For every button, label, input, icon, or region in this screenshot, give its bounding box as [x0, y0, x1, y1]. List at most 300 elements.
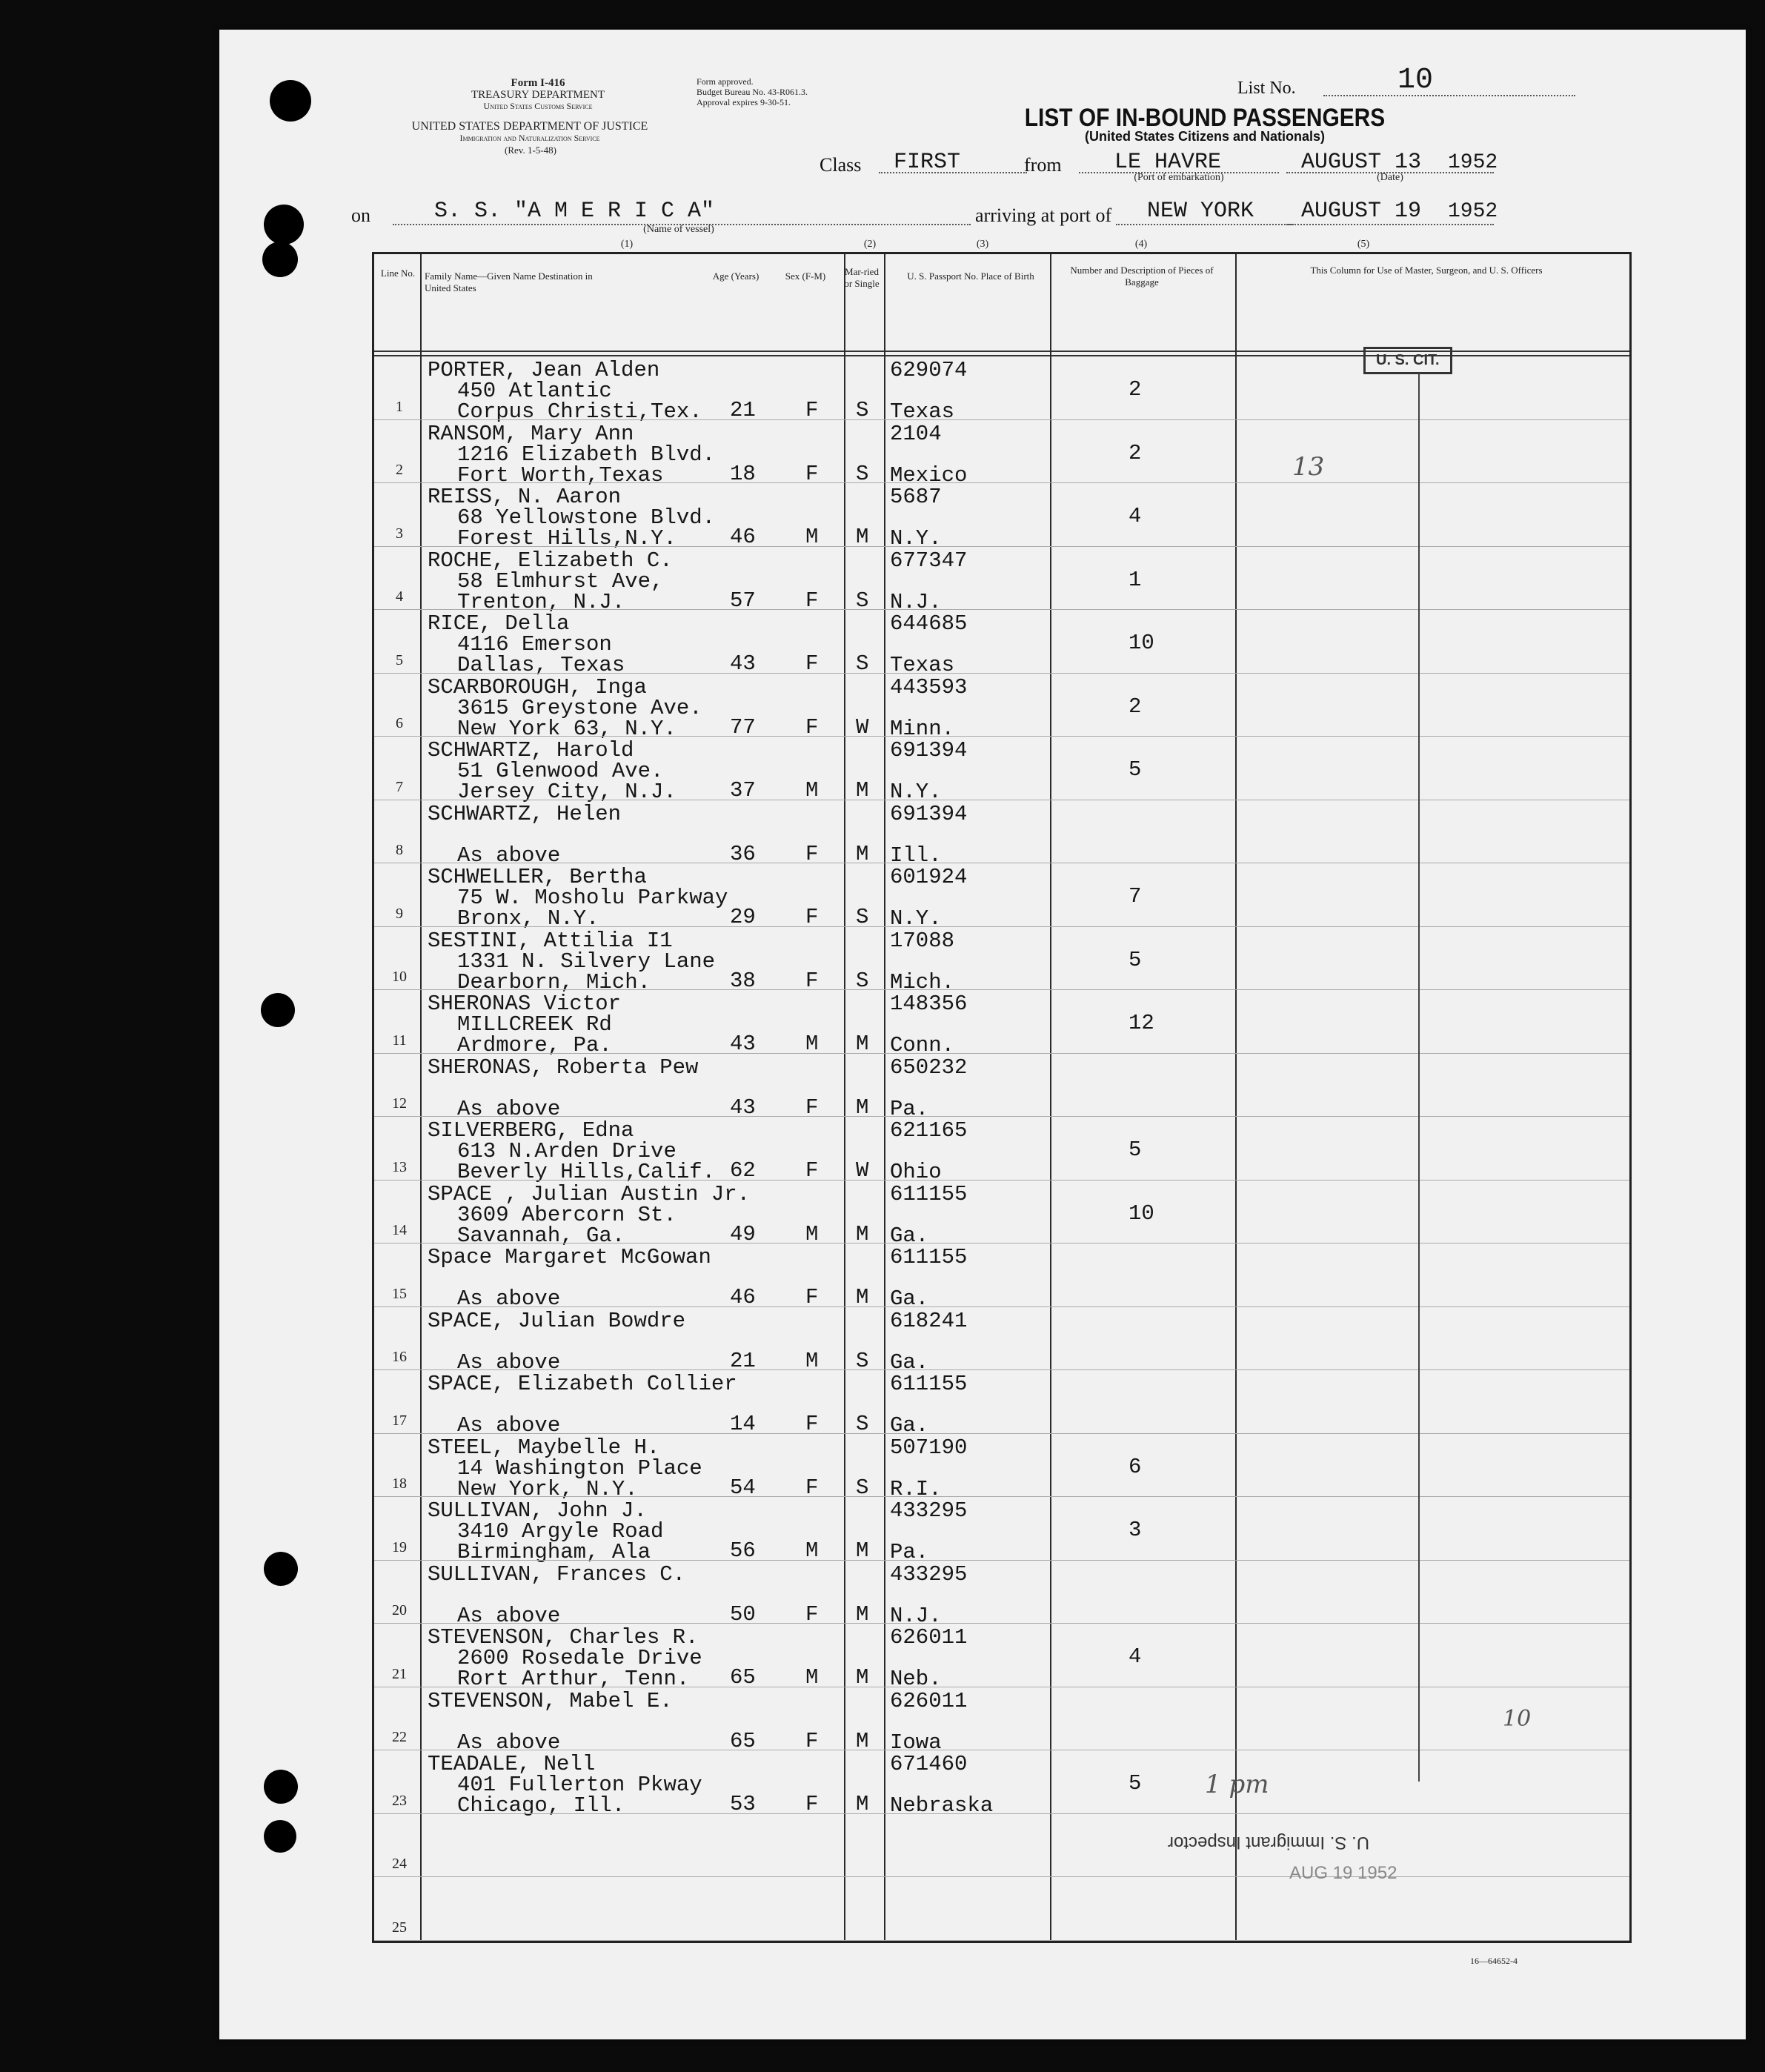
marital-status: M	[856, 1601, 869, 1627]
table-row	[374, 420, 1629, 488]
passenger-name: SCHWARTZ, Harold	[428, 738, 634, 763]
place-of-birth: Conn.	[890, 1033, 955, 1057]
address-line: MILLCREEK Rd	[457, 1012, 612, 1037]
passport-number: 2104	[890, 421, 942, 446]
baggage-count: 10	[1129, 1201, 1154, 1226]
passenger-name: SHERONAS, Roberta Pew	[428, 1055, 699, 1080]
manifest-page	[219, 30, 1746, 2039]
sex: F	[805, 651, 819, 676]
address-city: Fort Worth,Texas	[457, 462, 664, 488]
inspector-stamp-line: U. S. Immigrant Inspector	[1168, 1833, 1370, 1853]
embarkation-date: AUGUST 13	[1301, 150, 1422, 175]
age: 21	[730, 398, 756, 422]
line-number: 13	[392, 1158, 407, 1175]
address-city: Birmingham, Ala	[457, 1540, 651, 1564]
marital-status: M	[856, 1032, 869, 1056]
address-line: 51 Glenwood Ave.	[457, 759, 664, 783]
table-row	[374, 1307, 1629, 1375]
marital-status: M	[856, 841, 869, 866]
embarkation-year: 1952	[1448, 151, 1498, 174]
baggage-count: 5	[1129, 1138, 1142, 1162]
address-line: 613 N.Arden Drive	[457, 1139, 677, 1163]
col-header-passport: U. S. Passport No. Place of Birth	[907, 270, 1034, 282]
age: 57	[730, 588, 756, 613]
marital-status: S	[856, 1348, 869, 1373]
marital-status: M	[856, 1665, 869, 1690]
place-of-birth: Pa.	[890, 1096, 929, 1121]
address-line: 4116 Emerson	[457, 632, 612, 657]
place-of-birth: Iowa	[890, 1730, 942, 1755]
address-line: 1331 N. Silvery Lane	[457, 949, 716, 974]
baggage-count: 2	[1129, 377, 1142, 402]
sex: F	[805, 1285, 819, 1309]
sex: M	[805, 1348, 819, 1373]
line-number: 10	[392, 969, 407, 985]
sex: M	[805, 1538, 819, 1563]
us-citizen-stamp: U. S. CIT.	[1363, 347, 1452, 374]
place-of-birth: N.Y.	[890, 526, 942, 551]
table-row	[374, 737, 1629, 804]
age: 29	[730, 905, 756, 929]
passport-number: 626011	[890, 1625, 968, 1650]
marital-status: M	[856, 1095, 869, 1120]
table-row	[374, 927, 1629, 995]
margin-note: 10	[1503, 1706, 1532, 1732]
table-row	[374, 863, 1629, 931]
marital-status: M	[856, 1728, 869, 1753]
address-line: 68 Yellowstone Blvd.	[457, 505, 716, 530]
officer-note: 13	[1292, 452, 1325, 482]
baggage-count: 5	[1129, 757, 1142, 782]
arrival-year: 1952	[1448, 200, 1498, 223]
passport-number: 433295	[890, 1498, 968, 1523]
col-header-sex: Sex (F-M)	[785, 270, 826, 282]
address-line: 3609 Abercorn St.	[457, 1202, 677, 1227]
line-number: 5	[396, 651, 403, 668]
sex: F	[805, 461, 819, 486]
table-row	[374, 1370, 1629, 1438]
approval-line-2: Budget Bureau No. 43-R061.3.	[697, 87, 808, 97]
sex: F	[805, 1158, 819, 1183]
arrival-date: AUGUST 19	[1301, 199, 1422, 224]
line-number: 19	[392, 1538, 407, 1555]
baggage-count: 7	[1129, 884, 1142, 909]
line-number: 6	[396, 715, 403, 731]
punch-hole	[264, 1552, 298, 1586]
address-city: Dallas, Texas	[457, 653, 625, 677]
age: 43	[730, 651, 756, 676]
sex: F	[805, 1601, 819, 1627]
marital-status: S	[856, 651, 869, 676]
line-number: 3	[396, 525, 403, 542]
address-city: Corpus Christi,Tex.	[457, 399, 702, 424]
line-number: 12	[392, 1095, 407, 1112]
passport-number: 507190	[890, 1435, 968, 1460]
age: 43	[730, 1032, 756, 1056]
age: 49	[730, 1221, 756, 1246]
address-city: New York, N.Y.	[457, 1476, 638, 1501]
dept-justice: UNITED STATES DEPARTMENT OF JUSTICE	[411, 120, 648, 133]
vessel-name: S. S. "A M E R I C A"	[434, 199, 715, 224]
table-row	[374, 1117, 1629, 1184]
table-row	[374, 1877, 1629, 1941]
address-city: As above	[457, 1096, 561, 1121]
address-city: As above	[457, 1730, 561, 1755]
table-row	[374, 1054, 1629, 1121]
passport-number: 611155	[890, 1372, 968, 1396]
marital-status: S	[856, 588, 869, 613]
passport-number: 691394	[890, 738, 968, 763]
table-row	[374, 1750, 1629, 1818]
place-of-birth: Nebraska	[890, 1793, 994, 1818]
address-city: As above	[457, 1603, 561, 1628]
age: 53	[730, 1792, 756, 1816]
officer-column-line	[1418, 373, 1420, 1782]
table-row	[374, 1181, 1629, 1248]
line-number: 22	[392, 1729, 407, 1745]
table-row	[374, 800, 1629, 868]
passport-number: 443593	[890, 674, 968, 700]
address-city: Jersey City, N.J.	[457, 780, 677, 804]
address-city: Trenton, N.J.	[457, 589, 625, 614]
col-header-name: Family Name—Given Name Destination in United States	[425, 270, 593, 293]
address-city: As above	[457, 1349, 561, 1375]
address-city: Ardmore, Pa.	[457, 1033, 612, 1057]
age: 56	[730, 1538, 756, 1563]
passport-number: 618241	[890, 1308, 968, 1333]
place-of-birth: Ga.	[890, 1349, 929, 1375]
baggage-count: 4	[1129, 504, 1142, 528]
line-number: 16	[392, 1349, 407, 1365]
place-of-birth: N.Y.	[890, 780, 942, 804]
address-city: Beverly Hills,Calif.	[457, 1160, 716, 1184]
passenger-name: SULLIVAN, John J.	[428, 1498, 647, 1523]
table-row	[374, 674, 1629, 741]
col-number-5: (5)	[1357, 239, 1370, 250]
sex: F	[805, 714, 819, 740]
place-of-birth: Neb.	[890, 1667, 942, 1691]
marital-status: S	[856, 1412, 869, 1436]
passport-number: 433295	[890, 1561, 968, 1587]
passenger-name: SILVERBERG, Edna	[428, 1118, 634, 1143]
table-row	[374, 1243, 1629, 1311]
passenger-name: ROCHE, Elizabeth C.	[428, 548, 673, 573]
col-header-line: Line No.	[380, 268, 416, 279]
table-row	[374, 1497, 1629, 1564]
line-number: 15	[392, 1285, 407, 1302]
line-number: 11	[392, 1032, 407, 1049]
marital-status: S	[856, 905, 869, 929]
passport-number: 626011	[890, 1688, 968, 1713]
address-line: 3615 Greystone Ave.	[457, 695, 702, 720]
age: 54	[730, 1475, 756, 1500]
marital-status: S	[856, 398, 869, 422]
passenger-name: STEEL, Maybelle H.	[428, 1435, 660, 1460]
passport-number: 644685	[890, 611, 968, 636]
passport-number: 691394	[890, 801, 968, 826]
passenger-name: SCARBOROUGH, Inga	[428, 674, 647, 700]
passenger-name: SCHWELLER, Bertha	[428, 865, 647, 889]
arriving-label: arriving at port of	[975, 205, 1112, 226]
line-number: 1	[396, 398, 403, 415]
address-city: As above	[457, 843, 561, 868]
approval-line-1: Form approved.	[697, 76, 754, 87]
vessel-caption: (Name of vessel)	[643, 224, 714, 235]
marital-status: S	[856, 968, 869, 993]
page-subtitle: (United States Citizens and Nationals)	[1084, 129, 1326, 144]
place-of-birth: Ga.	[890, 1223, 929, 1248]
address-city: Savannah, Ga.	[457, 1223, 625, 1248]
table-row	[374, 1687, 1629, 1755]
port-embark-caption: (Port of embarkation)	[1134, 172, 1224, 183]
sex: M	[805, 1032, 819, 1056]
age: 62	[730, 1158, 756, 1183]
age: 37	[730, 778, 756, 803]
baggage-count: 1	[1129, 567, 1142, 592]
marital-status: M	[856, 1538, 869, 1563]
line-number: 8	[396, 842, 403, 858]
address-line: 58 Elmhurst Ave,	[457, 568, 664, 594]
col-number-3: (3)	[976, 239, 989, 250]
passport-number: 629074	[890, 358, 968, 382]
passenger-name: RICE, Della	[428, 611, 570, 636]
passport-number: 5687	[890, 485, 942, 509]
table-row	[374, 1561, 1629, 1628]
address-city: Rort Arthur, Tenn.	[457, 1667, 690, 1691]
age: 46	[730, 1285, 756, 1309]
table-row	[374, 483, 1629, 551]
place-of-birth: Pa.	[890, 1540, 929, 1564]
date-caption: (Date)	[1377, 172, 1403, 183]
approval-line-3: Approval expires 9-30-51.	[697, 97, 791, 107]
line-number: 9	[396, 905, 403, 922]
passenger-name: SHERONAS Victor	[428, 992, 622, 1016]
dept-treasury: TREASURY DEPARTMENT	[471, 89, 605, 101]
passenger-table	[372, 252, 1632, 1943]
passenger-name: RANSOM, Mary Ann	[428, 421, 634, 446]
dept-customs: United States Customs Service	[483, 101, 593, 111]
sex: F	[805, 1412, 819, 1436]
col-header-age: Age (Years)	[712, 270, 759, 282]
table-row	[374, 610, 1629, 677]
marital-status: W	[856, 714, 869, 740]
punch-hole	[262, 242, 298, 277]
revision: (Rev. 1-5-48)	[505, 145, 556, 156]
marital-status: M	[856, 778, 869, 803]
punch-hole	[264, 205, 304, 245]
place-of-birth: Ga.	[890, 1413, 929, 1438]
sex: M	[805, 1221, 819, 1246]
inspector-stamp-date: AUG 19 1952	[1289, 1863, 1397, 1883]
class-label: Class	[820, 154, 862, 176]
age: 50	[730, 1601, 756, 1627]
place-of-birth: Ill.	[890, 843, 942, 868]
line-number: 7	[396, 778, 403, 795]
age: 43	[730, 1095, 756, 1120]
passport-number: 677347	[890, 548, 968, 573]
sex: F	[805, 968, 819, 993]
marital-status: S	[856, 461, 869, 486]
sex: F	[805, 905, 819, 929]
table-row	[374, 1624, 1629, 1691]
place-of-birth: Mich.	[890, 969, 955, 995]
address-line: 401 Fullerton Pkway	[457, 1773, 702, 1797]
marital-status: M	[856, 525, 869, 549]
page-title: LIST OF IN-BOUND PASSENGERS	[1024, 104, 1386, 132]
age: 65	[730, 1728, 756, 1753]
sex: F	[805, 588, 819, 613]
line-number: 17	[392, 1412, 407, 1429]
sex: F	[805, 1475, 819, 1500]
class-value: FIRST	[894, 150, 961, 175]
punch-hole	[264, 1770, 298, 1804]
address-city: New York 63, N.Y.	[457, 716, 677, 741]
place-of-birth: Mexico	[890, 462, 968, 488]
passport-number: 650232	[890, 1055, 968, 1080]
passport-number: 17088	[890, 928, 955, 953]
marital-status: M	[856, 1792, 869, 1816]
col-number-4: (4)	[1134, 239, 1148, 250]
place-of-birth: N.Y.	[890, 906, 942, 931]
age: 18	[730, 461, 756, 486]
address-city: Forest Hills,N.Y.	[457, 526, 677, 551]
place-of-birth: Texas	[890, 653, 955, 677]
baggage-count: 5	[1129, 947, 1142, 972]
sex: F	[805, 1095, 819, 1120]
col-header-married: Mar-ried or Single	[844, 266, 880, 289]
passenger-name: SPACE , Julian Austin Jr.	[428, 1181, 751, 1206]
passport-number: 611155	[890, 1181, 968, 1206]
line-number: 2	[396, 462, 403, 478]
passenger-name: SCHWARTZ, Helen	[428, 801, 622, 826]
place-of-birth: N.J.	[890, 1603, 942, 1628]
line-number: 21	[392, 1665, 407, 1682]
address-city: Chicago, Ill.	[457, 1793, 625, 1818]
on-label: on	[351, 205, 370, 226]
age: 21	[730, 1348, 756, 1373]
footer-code: 16—64652-4	[1470, 1956, 1518, 1966]
list-label: List No.	[1237, 79, 1296, 98]
baggage-count: 3	[1129, 1518, 1142, 1542]
table-row	[374, 990, 1629, 1057]
sex: F	[805, 1728, 819, 1753]
passenger-name: STEVENSON, Mabel E.	[428, 1688, 673, 1713]
form-number: Form I-416	[511, 77, 565, 89]
line-number: 4	[396, 588, 403, 605]
age: 46	[730, 525, 756, 549]
marital-status: M	[856, 1221, 869, 1246]
table-row	[374, 1814, 1629, 1878]
line-number: 18	[392, 1475, 407, 1492]
age: 14	[730, 1412, 756, 1436]
address-line: 75 W. Mosholu Parkway	[457, 886, 728, 910]
passenger-name: PORTER, Jean Alden	[428, 358, 660, 382]
passport-number: 601924	[890, 865, 968, 889]
marital-status: M	[856, 1285, 869, 1309]
address-city: As above	[457, 1413, 561, 1438]
baggage-count: 5	[1129, 1771, 1142, 1796]
line-number: 23	[392, 1792, 407, 1809]
count-note: 1 pm	[1205, 1770, 1269, 1799]
baggage-count: 6	[1129, 1454, 1142, 1479]
sex: M	[805, 525, 819, 549]
place-of-birth: Texas	[890, 399, 955, 424]
arrival-port: NEW YORK	[1147, 199, 1254, 224]
passenger-name: SPACE, Julian Bowdre	[428, 1308, 686, 1333]
age: 77	[730, 714, 756, 740]
passport-number: 621165	[890, 1118, 968, 1143]
address-city: Bronx, N.Y.	[457, 906, 599, 931]
passenger-name: REISS, N. Aaron	[428, 485, 622, 509]
punch-hole	[261, 993, 295, 1027]
place-of-birth: Ohio	[890, 1160, 942, 1184]
list-number: 10	[1397, 64, 1434, 97]
baggage-count: 4	[1129, 1644, 1142, 1669]
address-line: 3410 Argyle Road	[457, 1519, 664, 1544]
sex: F	[805, 398, 819, 422]
address-city: Dearborn, Mich.	[457, 969, 651, 995]
passenger-name: SESTINI, Attilia I1	[428, 928, 673, 953]
age: 36	[730, 841, 756, 866]
baggage-count: 2	[1129, 440, 1142, 465]
passport-number: 671460	[890, 1752, 968, 1776]
address-city: As above	[457, 1286, 561, 1311]
baggage-count: 10	[1129, 631, 1154, 655]
passenger-name: SPACE, Elizabeth Collier	[428, 1372, 737, 1396]
sex: F	[805, 841, 819, 866]
passenger-name: TEADALE, Nell	[428, 1752, 596, 1776]
marital-status: S	[856, 1475, 869, 1500]
place-of-birth: Minn.	[890, 716, 955, 741]
age: 38	[730, 968, 756, 993]
baggage-count: 12	[1129, 1011, 1154, 1035]
col-number-1: (1)	[620, 239, 634, 250]
passport-number: 148356	[890, 992, 968, 1016]
punch-hole	[264, 1820, 296, 1853]
line-number: 25	[392, 1919, 407, 1936]
passenger-name: SULLIVAN, Frances C.	[428, 1561, 686, 1587]
dept-ins: Immigration and Naturalization Service	[459, 133, 600, 143]
passenger-name: STEVENSON, Charles R.	[428, 1625, 699, 1650]
sex: M	[805, 778, 819, 803]
place-of-birth: N.J.	[890, 589, 942, 614]
age: 65	[730, 1665, 756, 1690]
col-header-baggage: Number and Description of Pieces of Baggage	[1070, 265, 1214, 288]
col-number-2: (2)	[863, 239, 877, 250]
marital-status: W	[856, 1158, 869, 1183]
address-line: 1216 Elizabeth Blvd.	[457, 442, 716, 467]
sex: F	[805, 1792, 819, 1816]
table-row	[374, 1434, 1629, 1501]
line-number: 24	[392, 1856, 407, 1872]
from-label: from	[1024, 154, 1062, 176]
place-of-birth: R.I.	[890, 1476, 942, 1501]
sex: M	[805, 1665, 819, 1690]
line-number: 14	[392, 1222, 407, 1238]
punch-hole	[270, 80, 311, 122]
passport-number: 611155	[890, 1245, 968, 1269]
port-of-embarkation: LE HAVRE	[1114, 150, 1222, 175]
passenger-name: Space Margaret McGowan	[428, 1245, 711, 1269]
table-row	[374, 547, 1629, 614]
col-header-officers: This Column for Use of Master, Surgeon, and U. S. Officers	[1310, 265, 1543, 276]
address-line: 14 Washington Place	[457, 1455, 702, 1481]
address-line: 450 Atlantic	[457, 379, 612, 403]
line-number: 20	[392, 1602, 407, 1618]
place-of-birth: Ga.	[890, 1286, 929, 1311]
address-line: 2600 Rosedale Drive	[457, 1646, 702, 1670]
baggage-count: 2	[1129, 694, 1142, 719]
